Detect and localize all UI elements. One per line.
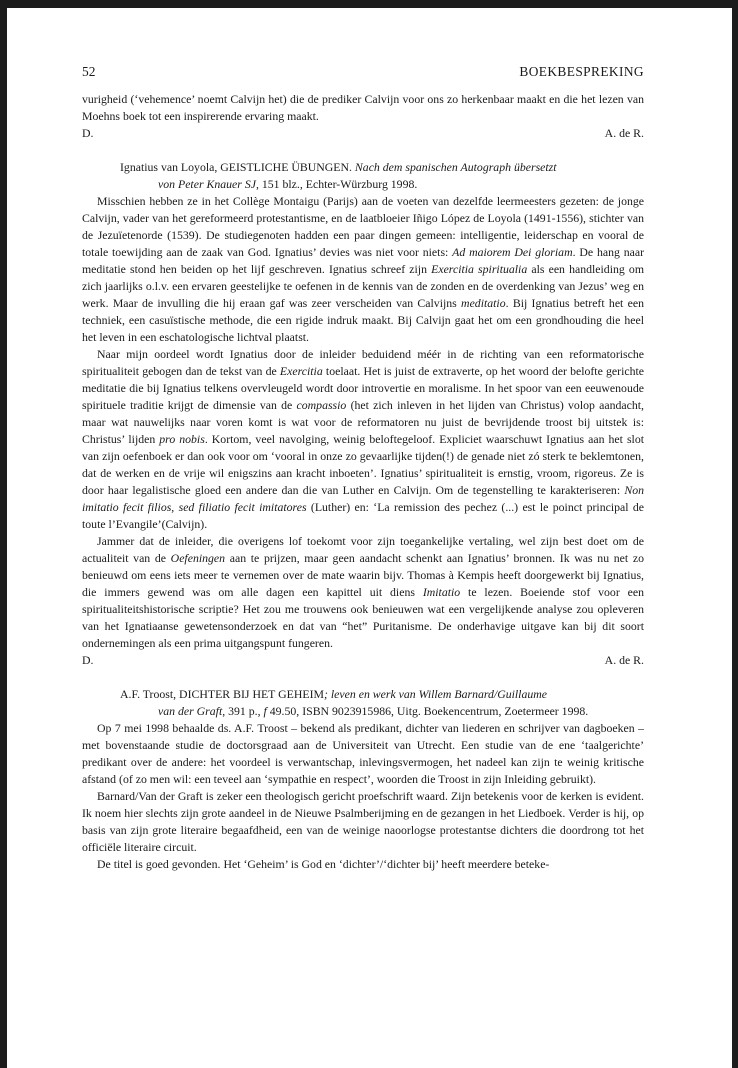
review-heading — [82, 686, 644, 720]
review-heading — [82, 159, 644, 193]
currency-symbol: f — [263, 704, 267, 718]
signoff-place: D. — [82, 126, 94, 140]
scan-edge-right — [732, 0, 738, 1068]
heading-author-title: A.F. Troost, DICHTER BIJ HET GEHEIM — [120, 687, 324, 701]
heading-details: , 151 blz., Echter-Würzburg 1998. — [255, 177, 418, 191]
page — [82, 64, 644, 873]
running-head — [82, 64, 644, 86]
paragraph: Jammer dat de inleider, die overigens lof toekomt voor zijn toegankelijke vertaling, wel zijn best doet om de actualiteit van de Oefeningen aan te prijzen, maar geen aandacht schenkt aan Ignatius’ bronnen. Ik was nu net zo benieuwd om eens iets meer te vernemen over de mate waarin bijv. Thomas à Kempis heeft doorgewerkt bij Ignatius, die immers gewend was om alle dagen een kapittel uit diens Imitatio te lezen. Boeiende stof voor een spiritualiteitshistorische scriptie? Het zou me trouwens ook benieuwen wat een vergelijkende analyse zou opleveren van het Ignatiaanse gewetensonderzoek en dat van “het” Puritanisme. De onderhavige uitgave kan bij dit soort ondernemingen als een prima uitgangspunt fungeren. — [82, 534, 644, 650]
heading-subtitle-end: van der Graft — [158, 704, 223, 718]
signoff-reviewer: A. de R. — [604, 126, 644, 140]
review-ignatius — [82, 159, 644, 669]
heading-continuation: van der Graft, 391 p., f 49.50, ISBN 9023915986, Uitg. Boekencentrum, Zoetermeer 1998. — [158, 704, 589, 718]
scan-edge-left — [0, 0, 7, 1068]
signoff-place: D. — [82, 653, 94, 667]
heading-translation: Nach dem spanischen Autograph übersetzt — [354, 160, 557, 174]
paragraph: Op 7 mei 1998 behaalde ds. A.F. Troost – bekend als predikant, dichter van liederen en schrijver van dagboeken – met bovenstaande studie de doctorsgraad aan de Universiteit van Utrecht. Een studie van de ene ‘taalgerichte’ predikant over de andere: het voordeel is verwantschap, inlevingsvermogen, het nadeel kan zijn te weinig kritische afstand (of zo men wil: een teveel aan ‘sympathie en respect’, woorden die Troost in zijn Inleiding gebruikt). — [82, 721, 644, 786]
heading-author-title: Ignatius van Loyola, GEISTLICHE ÜBUNGEN. — [120, 160, 355, 174]
review-previous — [82, 91, 644, 142]
signoff-reviewer: A. de R. — [604, 653, 644, 667]
signoff — [82, 125, 644, 142]
section-title: BOEKBESPREKING — [519, 64, 644, 79]
heading-continuation — [120, 176, 644, 193]
carry-over-paragraph: vurigheid (‘vehemence’ noemt Calvijn het) die de prediker Calvijn voor ons zo herkenbaar maakt en die het lezen van Moehns boek tot een inspirerende ervaring maakt. — [82, 92, 644, 123]
paragraph: Naar mijn oordeel wordt Ignatius door de inleider beduidend méér in de richting van een reformatorische spiritualiteit gebogen dan de tekst van de Exercitia toelaat. Het is juist de extraverte, op het woord der belofte gerichte meditatie die bij Ignatius telkens overvleugeld wordt door introvertie en moralisme. In het spoor van een eeuwenoude spirituele traditie krijgt de dimensie van de compassio (het zich inleven in het lijden van Christus) volop aandacht, maar wat nauwelijks naar voren komt is wat voor de reformatoren nu juist de bevrijdende troost bij uitstek is: Christus’ lijden pro nobis. Kortom, veel navolging, weinig beloftegeloof. Expliciet waarschuwt Ignatius aan het slot van zijn oefenboek er dan ook voor om ‘vooral in onze zo gevaarlijke tijden(!) de genade niet zó sterk te beklemtonen, dat de werken en de vrije wil enigszins aan kracht inboeten’. Ignatius’ spiritualiteit is ernstig, vroom, rigoreus. Ze is door haar legalistische gloed een andere dan die van Luther en Calvijn. Om de tegenstelling te karakteriseren: Non imitatio fecit filios, sed filiatio fecit imitatores (Luther) en: ‘La remission des pechez (...) est le poinct principal de toute l’Evangile’(Calvijn). — [82, 347, 645, 531]
review-troost — [82, 686, 644, 873]
page-number: 52 — [82, 64, 96, 79]
paragraph: De titel is goed gevonden. Het ‘Geheim’ is God en ‘dichter’/‘dichter bij’ heeft meerdere beteke- — [97, 857, 550, 871]
paragraph: Misschien hebben ze in het Collège Montaigu (Parijs) aan de voeten van dezelfde leermeesters gezeten: de jonge Calvijn, vader van het gereformeerd protestantisme, en de laatbloeier Iñigo López de Loyola (1491-1556), stichter van de Jezuïetenorde (1539). De studiegenoten hadden een paar dingen gemeen: intelligentie, leiderschap en vooral de totale toewijding aan de zaak van God. Ignatius’ devies was niet voor niets: Ad maiorem Dei gloriam. De hang naar meditatie stond hen beiden op het lijf geschreven. Ignatius schreef zijn Exercitia spiritualia als een handleiding om zich jaarlijks o.l.v. een ervaren geestelijke te oefenen in de kennis van de zonden en de overdenking van Jezus’ weg en werk. Maar de invulling die hij eraan gaf was zeer verscheiden van Calvijns meditatio. Bij Ignatius betreft het een techniek, een casuïstische methode, die een rigide indruk maakt. Bij Calvijn gaat het om een grondhouding die heel het leven in een eschatologische lichtval plaatst. — [82, 194, 644, 344]
heading-subtitle: ; leven en werk van Willem Barnard/Guillaume — [324, 687, 547, 701]
scan-edge-top — [0, 0, 738, 8]
heading-translator: von Peter Knauer SJ — [158, 177, 256, 191]
paragraph: Barnard/Van der Graft is zeker een theologisch gericht proefschrift waard. Zijn betekenis voor de kerken is evident. Ik noem hier slechts zijn grote aandeel in de Nieuwe Psalmberijming en de gezangen in het Liedboek. Verder is hij, op basis van zijn grote literaire begaafdheid, een van de weinige naoorlogse protestantse dichters die doordrong tot het officiële literaire circuit. — [82, 789, 644, 854]
signoff — [82, 652, 644, 669]
